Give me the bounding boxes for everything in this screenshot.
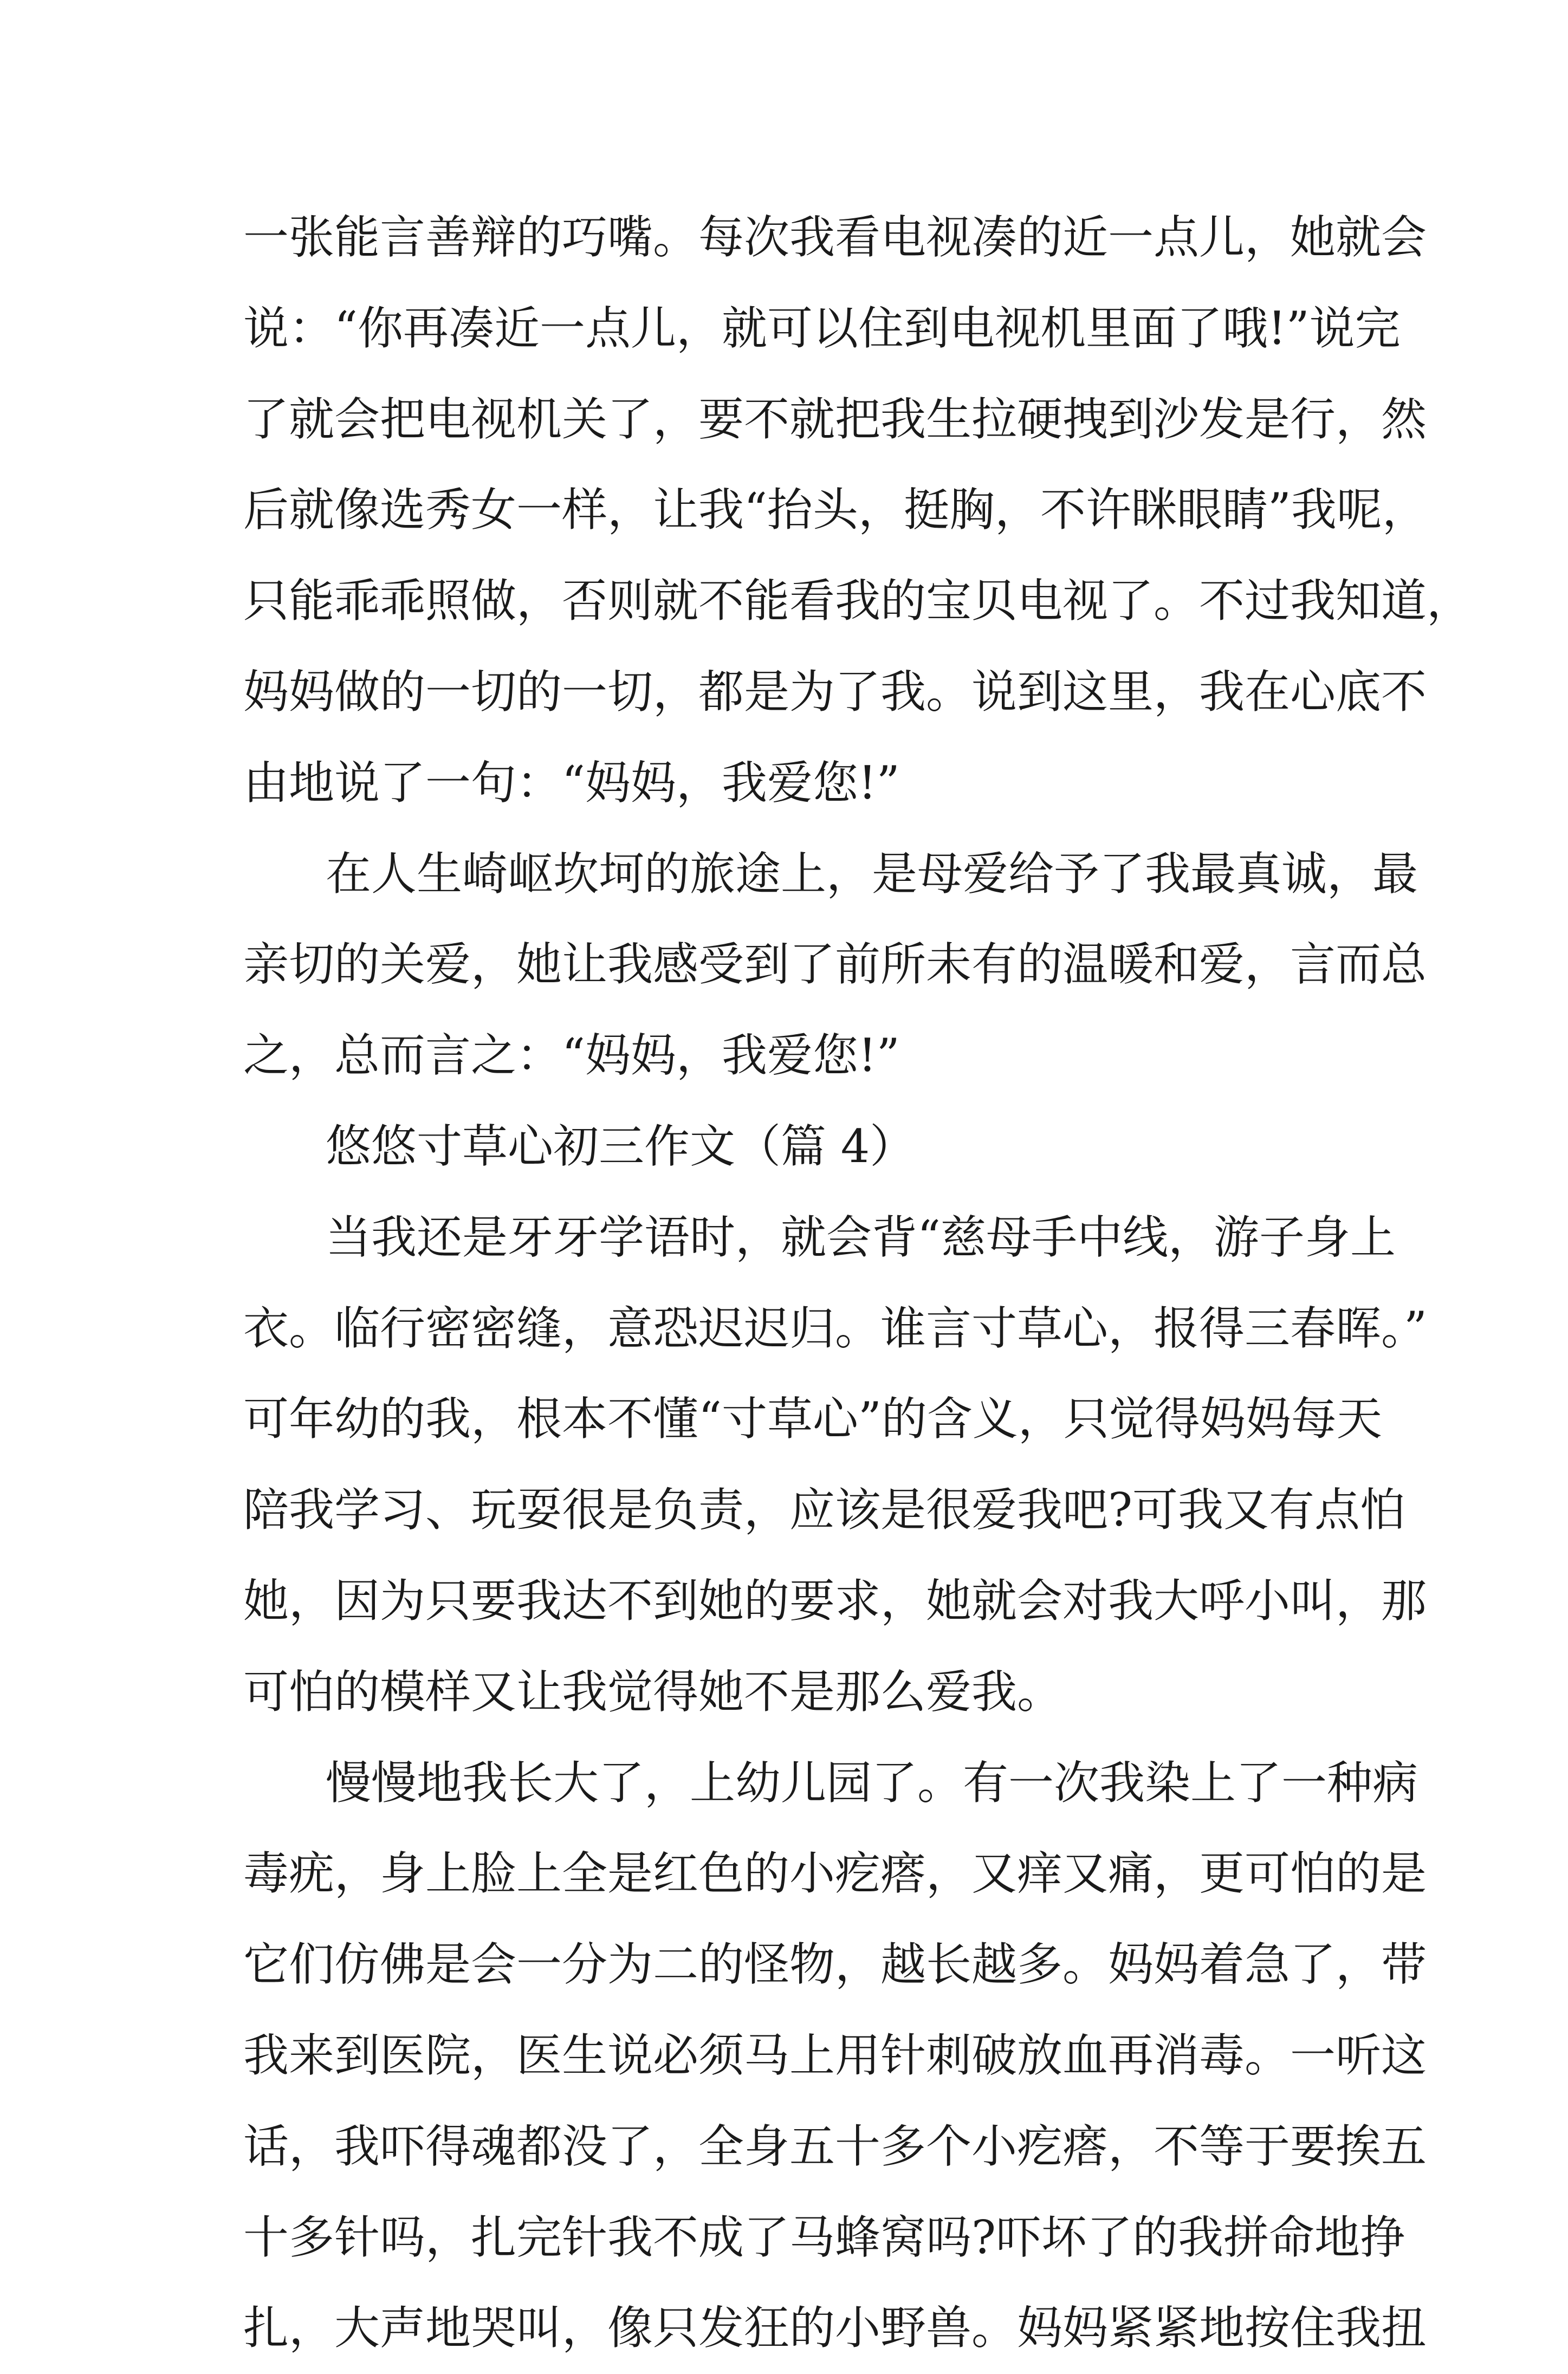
text-line: 衣。临行密密缝，意恐迟迟归。谁言寸草心，报得三春晖。” xyxy=(243,1301,1427,1355)
text-line: 它们仿佛是会一分为二的怪物，越长越多。妈妈着急了，带 xyxy=(243,1938,1427,1992)
text-line: 扎，大声地哭叫，像只发狂的小野兽。妈妈紧紧地按住我扭 xyxy=(243,2301,1427,2355)
text-line: 说：“你再凑近一点儿，就可以住到电视机里面了哦!”说完 xyxy=(243,301,1401,355)
text-line: 话，我吓得魂都没了，全身五十多个小疙瘩，不等于要挨五 xyxy=(243,2119,1427,2173)
section-heading: 悠悠寸草心初三作文（篇 4） xyxy=(326,1119,916,1173)
text-line: 妈妈做的一切的一切，都是为了我。说到这里，我在心底不 xyxy=(243,665,1427,718)
text-line: 毒疣，身上脸上全是红色的小疙瘩，又痒又痛，更可怕的是 xyxy=(243,1847,1427,1901)
text-line: 可怕的模样又让我觉得她不是那么爱我。 xyxy=(243,1665,1063,1718)
text-line: 亲切的关爱，她让我感受到了前所未有的温暖和爱，言而总 xyxy=(243,938,1427,991)
text-line: 她，因为只要我达不到她的要求，她就会对我大呼小叫，那 xyxy=(243,1574,1427,1627)
text-line: 后就像选秀女一样，让我“抬头，挺胸，不许眯眼睛”我呢， xyxy=(243,483,1428,537)
text-line: 之，总而言之：“妈妈，我爱您!” xyxy=(243,1029,900,1082)
text-line: 十多针吗，扎完针我不成了马蜂窝吗?吓坏了的我拼命地挣 xyxy=(243,2210,1406,2264)
text-line: 只能乖乖照做，否则就不能看我的宝贝电视了。不过我知道， xyxy=(243,574,1473,628)
text-line: 陪我学习、玩耍很是负责，应该是很爱我吧?可我又有点怕 xyxy=(243,1483,1406,1537)
text-line: 可年幼的我，根本不懂“寸草心”的含义，只觉得妈妈每天 xyxy=(243,1392,1382,1446)
paragraph-start-line: 当我还是牙牙学语时，就会背“慈母手中线，游子身上 xyxy=(326,1210,1396,1264)
paragraph-start-line: 慢慢地我长大了，上幼儿园了。有一次我染上了一种病 xyxy=(326,1756,1418,1809)
text-line: 了就会把电视机关了，要不就把我生拉硬拽到沙发是行，然 xyxy=(243,392,1427,446)
essay-body xyxy=(243,192,1473,2374)
text-line: 由地说了一句：“妈妈，我爱您!” xyxy=(243,756,900,809)
paragraph-start-line: 在人生崎岖坎坷的旅途上，是母爱给予了我最真诚，最 xyxy=(326,847,1418,900)
text-line: 我来到医院，医生说必须马上用针刺破放血再消毒。一听这 xyxy=(243,2028,1427,2082)
text-line: 一张能言善辩的巧嘴。每次我看电视凑的近一点儿，她就会 xyxy=(243,211,1427,264)
